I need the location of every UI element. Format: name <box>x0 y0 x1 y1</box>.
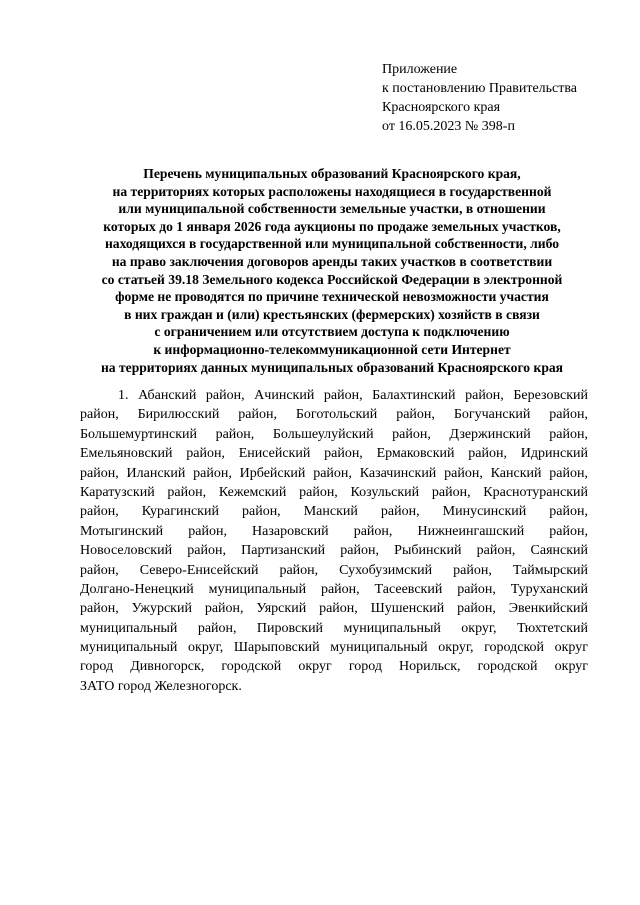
title-line: или муниципальной собственности земельные участки, в отношении <box>118 201 546 217</box>
body-line: район, Иланский район, Ирбейский район, Казачинский район, Канский район, <box>80 465 588 481</box>
body-line: район, Ужурский район, Уярский район, Шушенский район, Эвенкийский <box>80 601 588 617</box>
title-line: которых до 1 января 2026 года аукционы по продаже земельных участков, <box>103 218 561 234</box>
title-line: на право заключения договоров аренды таких участков в соответствии <box>111 253 553 269</box>
body-line: район, Северо-Енисейский район, Сухобузимский район, Таймырский <box>80 562 588 578</box>
body-line: район, Курагинский район, Манский район, Минусинский район, <box>80 504 588 520</box>
document-title <box>60 165 604 376</box>
title-line: с ограничением или отсутствием доступа к подключению <box>154 324 510 340</box>
body-line: Емельяновский район, Енисейский район, Ермаковский район, Идринский <box>80 446 588 462</box>
title-line: на территориях которых расположены находящиеся в государственной <box>112 183 552 199</box>
appendix-line: Красноярского края <box>382 100 501 115</box>
title-line: находящихся в государственной или муниципальной собственности, либо <box>104 236 560 252</box>
body-line: муниципальный район, Пировский муниципальный округ, Тюхтетский <box>80 620 588 636</box>
body-line: Каратузский район, Кежемский район, Козульский район, Краснотуранский <box>80 484 588 500</box>
body-line: ЗАТО город Железногорск. <box>80 678 242 694</box>
title-line: в них граждан и (или) крестьянских (фермерских) хозяйств в связи <box>124 306 540 322</box>
appendix-header <box>382 60 622 136</box>
title-line: на территориях данных муниципальных образований Красноярского края <box>100 359 564 375</box>
title-line: со статьей 39.18 Земельного кодекса Российской Федерации в электронной <box>101 271 563 287</box>
body-line: Мотыгинский район, Назаровский район, Нижнеингашский район, <box>80 523 588 539</box>
body-paragraph <box>80 386 588 696</box>
title-line: к информационно-телекоммуникационной сети Интернет <box>153 341 511 357</box>
body-line: Большемуртинский район, Большеулуйский район, Дзержинский район, <box>80 426 588 442</box>
body-line: город Дивногорск, городской округ город Норильск, городской округ <box>80 659 588 675</box>
appendix-line: Приложение <box>382 62 458 77</box>
body-line: 1. Абанский район, Ачинский район, Балахтинский район, Березовский <box>118 388 588 403</box>
body-line: Новоселовский район, Партизанский район, Рыбинский район, Саянский <box>80 543 588 559</box>
appendix-line: к постановлению Правительства <box>382 81 578 96</box>
body-line: район, Бирилюсский район, Боготольский район, Богучанский район, <box>80 407 588 423</box>
appendix-line: от 16.05.2023 № 398-п <box>382 119 515 134</box>
body-line: муниципальный округ, Шарыповский муниципальный округ, городской округ <box>80 640 588 656</box>
body-line: Долгано-Ненецкий муниципальный район, Тасеевский район, Туруханский <box>80 581 588 597</box>
title-line: Перечень муниципальных образований Красноярского края, <box>143 166 521 181</box>
title-line: форме не проводятся по причине технической невозможности участия <box>115 289 549 305</box>
